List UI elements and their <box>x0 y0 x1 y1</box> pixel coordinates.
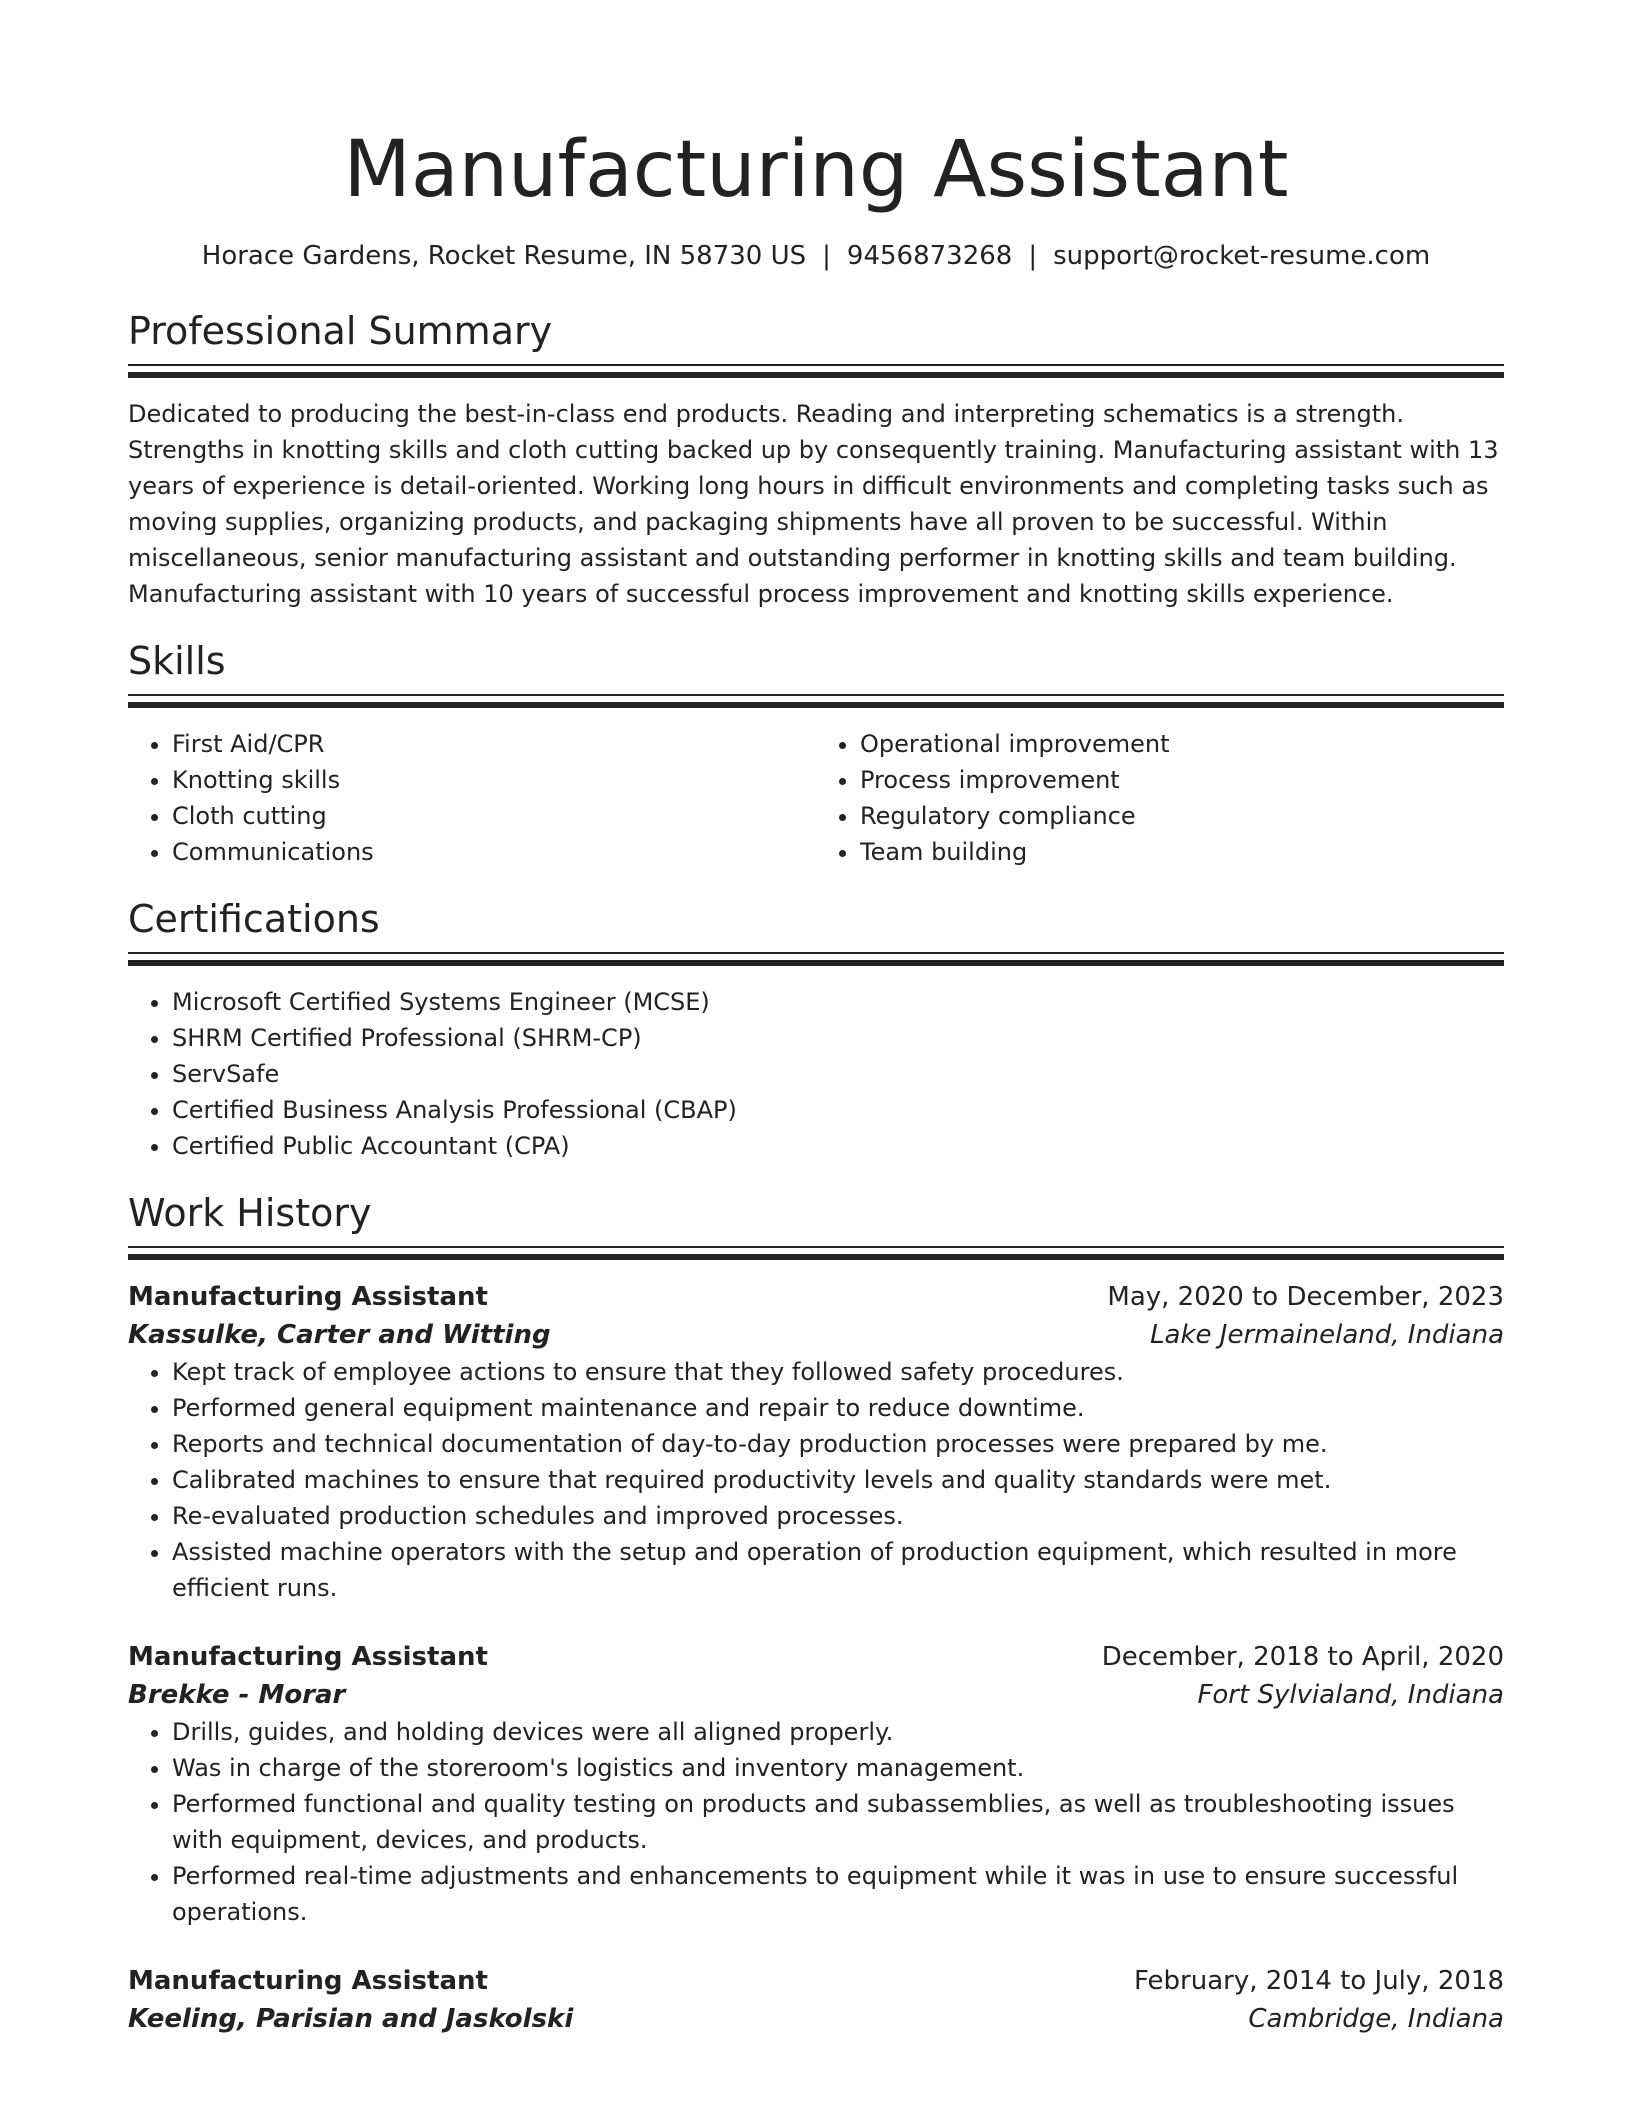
certification-item: • Certified Public Accountant (CPA) <box>172 1128 1504 1164</box>
certifications-section <box>128 894 1504 1164</box>
job-location: Fort Sylvialand, Indiana <box>1197 1680 1504 1710</box>
section-heading-work-history: Work History <box>128 1191 372 1235</box>
job-company-row <box>128 1316 1504 1354</box>
job-duty-item: • Kept track of employee actions to ensure that they followed safety procedures. <box>172 1354 1504 1390</box>
skill-item: • Process improvement <box>860 762 1504 798</box>
job-location: Cambridge, Indiana <box>1248 2004 1504 2034</box>
certification-item: • Microsoft Certified Systems Engineer (MCSE) <box>172 984 1504 1020</box>
job-duty-item: • Reports and technical documentation of day-to-day production processes were prepared by me. <box>172 1426 1504 1462</box>
job-duty-item: • Performed real-time adjustments and enhancements to equipment while it was in use to ensure successful operations. <box>172 1858 1504 1930</box>
section-heading-summary: Professional Summary <box>128 309 553 353</box>
skill-item: • First Aid/CPR <box>172 726 816 762</box>
job-duty-item: • Drills, guides, and holding devices were all aligned properly. <box>172 1714 1504 1750</box>
section-heading-certifications: Certifications <box>128 897 380 941</box>
job-location: Lake Jermaineland, Indiana <box>1150 1320 1504 1350</box>
contact-address: Horace Gardens, Rocket Resume, IN 58730 US <box>201 241 807 271</box>
skills-list-right <box>816 726 1504 870</box>
contact-line <box>128 238 1504 274</box>
section-divider <box>128 694 1504 708</box>
job-duties-list <box>128 1714 1504 1930</box>
resume-title: Manufacturing Assistant <box>343 125 1289 215</box>
certification-item: • Certified Business Analysis Professional (CBAP) <box>172 1092 1504 1128</box>
job-duty-item: • Re-evaluated production schedules and improved processes. <box>172 1498 1504 1534</box>
summary-text: Dedicated to producing the best-in-class end products. Reading and interpreting schematics is a strength. Strengths in knotting skills and cloth cutting backed up by consequently training. Manufacturing assistant with 13 years of experience is detail-oriented. Working long hours in difficult environments and completing tasks such as moving supplies, organizing products, and packaging shipments have all proven to be successful. Within miscellaneous, senior manufacturing assistant and outstanding performer in knotting skills and team building. Manufacturing assistant with 10 years of successful process improvement and knotting skills experience. <box>128 400 1499 608</box>
job-header-row <box>128 1278 1504 1316</box>
skill-item: • Knotting skills <box>172 762 816 798</box>
contact-separator: | <box>822 241 831 271</box>
skill-item: • Cloth cutting <box>172 798 816 834</box>
certification-item: • ServSafe <box>172 1056 1504 1092</box>
job-entry <box>128 1278 1504 1606</box>
skills-list-left <box>128 726 816 870</box>
certification-item: • SHRM Certified Professional (SHRM-CP) <box>172 1020 1504 1056</box>
job-duty-item: • Assisted machine operators with the setup and operation of production equipment, which resulted in more efficient runs. <box>172 1534 1504 1606</box>
job-company: Brekke - Morar <box>128 1680 346 1710</box>
contact-phone: 9456873268 <box>846 241 1013 271</box>
job-header-row <box>128 1638 1504 1676</box>
skills-grid <box>128 726 1504 870</box>
job-duty-item: • Was in charge of the storeroom's logistics and inventory management. <box>172 1750 1504 1786</box>
job-entry <box>128 1638 1504 1930</box>
job-company: Keeling, Parisian and Jaskolski <box>128 2004 574 2034</box>
section-divider <box>128 952 1504 966</box>
contact-separator: | <box>1028 241 1038 271</box>
job-dates: December, 2018 to April, 2020 <box>1101 1642 1504 1672</box>
job-duties-list <box>128 1354 1504 1606</box>
certifications-list <box>128 984 1504 1164</box>
section-heading-skills: Skills <box>128 639 226 683</box>
work-history-section <box>128 1188 1504 2038</box>
summary-section <box>128 306 1504 612</box>
job-company: Kassulke, Carter and Witting <box>128 1320 551 1350</box>
job-duty-item: • Performed functional and quality testing on products and subassemblies, as well as troubleshooting issues with equipment, devices, and products. <box>172 1786 1504 1858</box>
section-divider <box>128 364 1504 378</box>
job-header-row <box>128 1962 1504 2000</box>
job-title: Manufacturing Assistant <box>128 1282 488 1312</box>
section-divider <box>128 1246 1504 1260</box>
job-entry <box>128 1962 1504 2038</box>
job-company-row <box>128 1676 1504 1714</box>
skill-item: • Communications <box>172 834 816 870</box>
job-dates: May, 2020 to December, 2023 <box>1107 1282 1504 1312</box>
job-title: Manufacturing Assistant <box>128 1642 488 1672</box>
job-dates: February, 2014 to July, 2018 <box>1134 1966 1504 1996</box>
contact-email[interactable]: support@rocket-resume.com <box>1053 241 1431 271</box>
skill-item: • Operational improvement <box>860 726 1504 762</box>
job-company-row <box>128 2000 1504 2038</box>
skill-item: • Regulatory compliance <box>860 798 1504 834</box>
job-duty-item: • Performed general equipment maintenance and repair to reduce downtime. <box>172 1390 1504 1426</box>
skills-section <box>128 636 1504 870</box>
skill-item: • Team building <box>860 834 1504 870</box>
job-title: Manufacturing Assistant <box>128 1966 488 1996</box>
job-duty-item: • Calibrated machines to ensure that required productivity levels and quality standards were met. <box>172 1462 1504 1498</box>
